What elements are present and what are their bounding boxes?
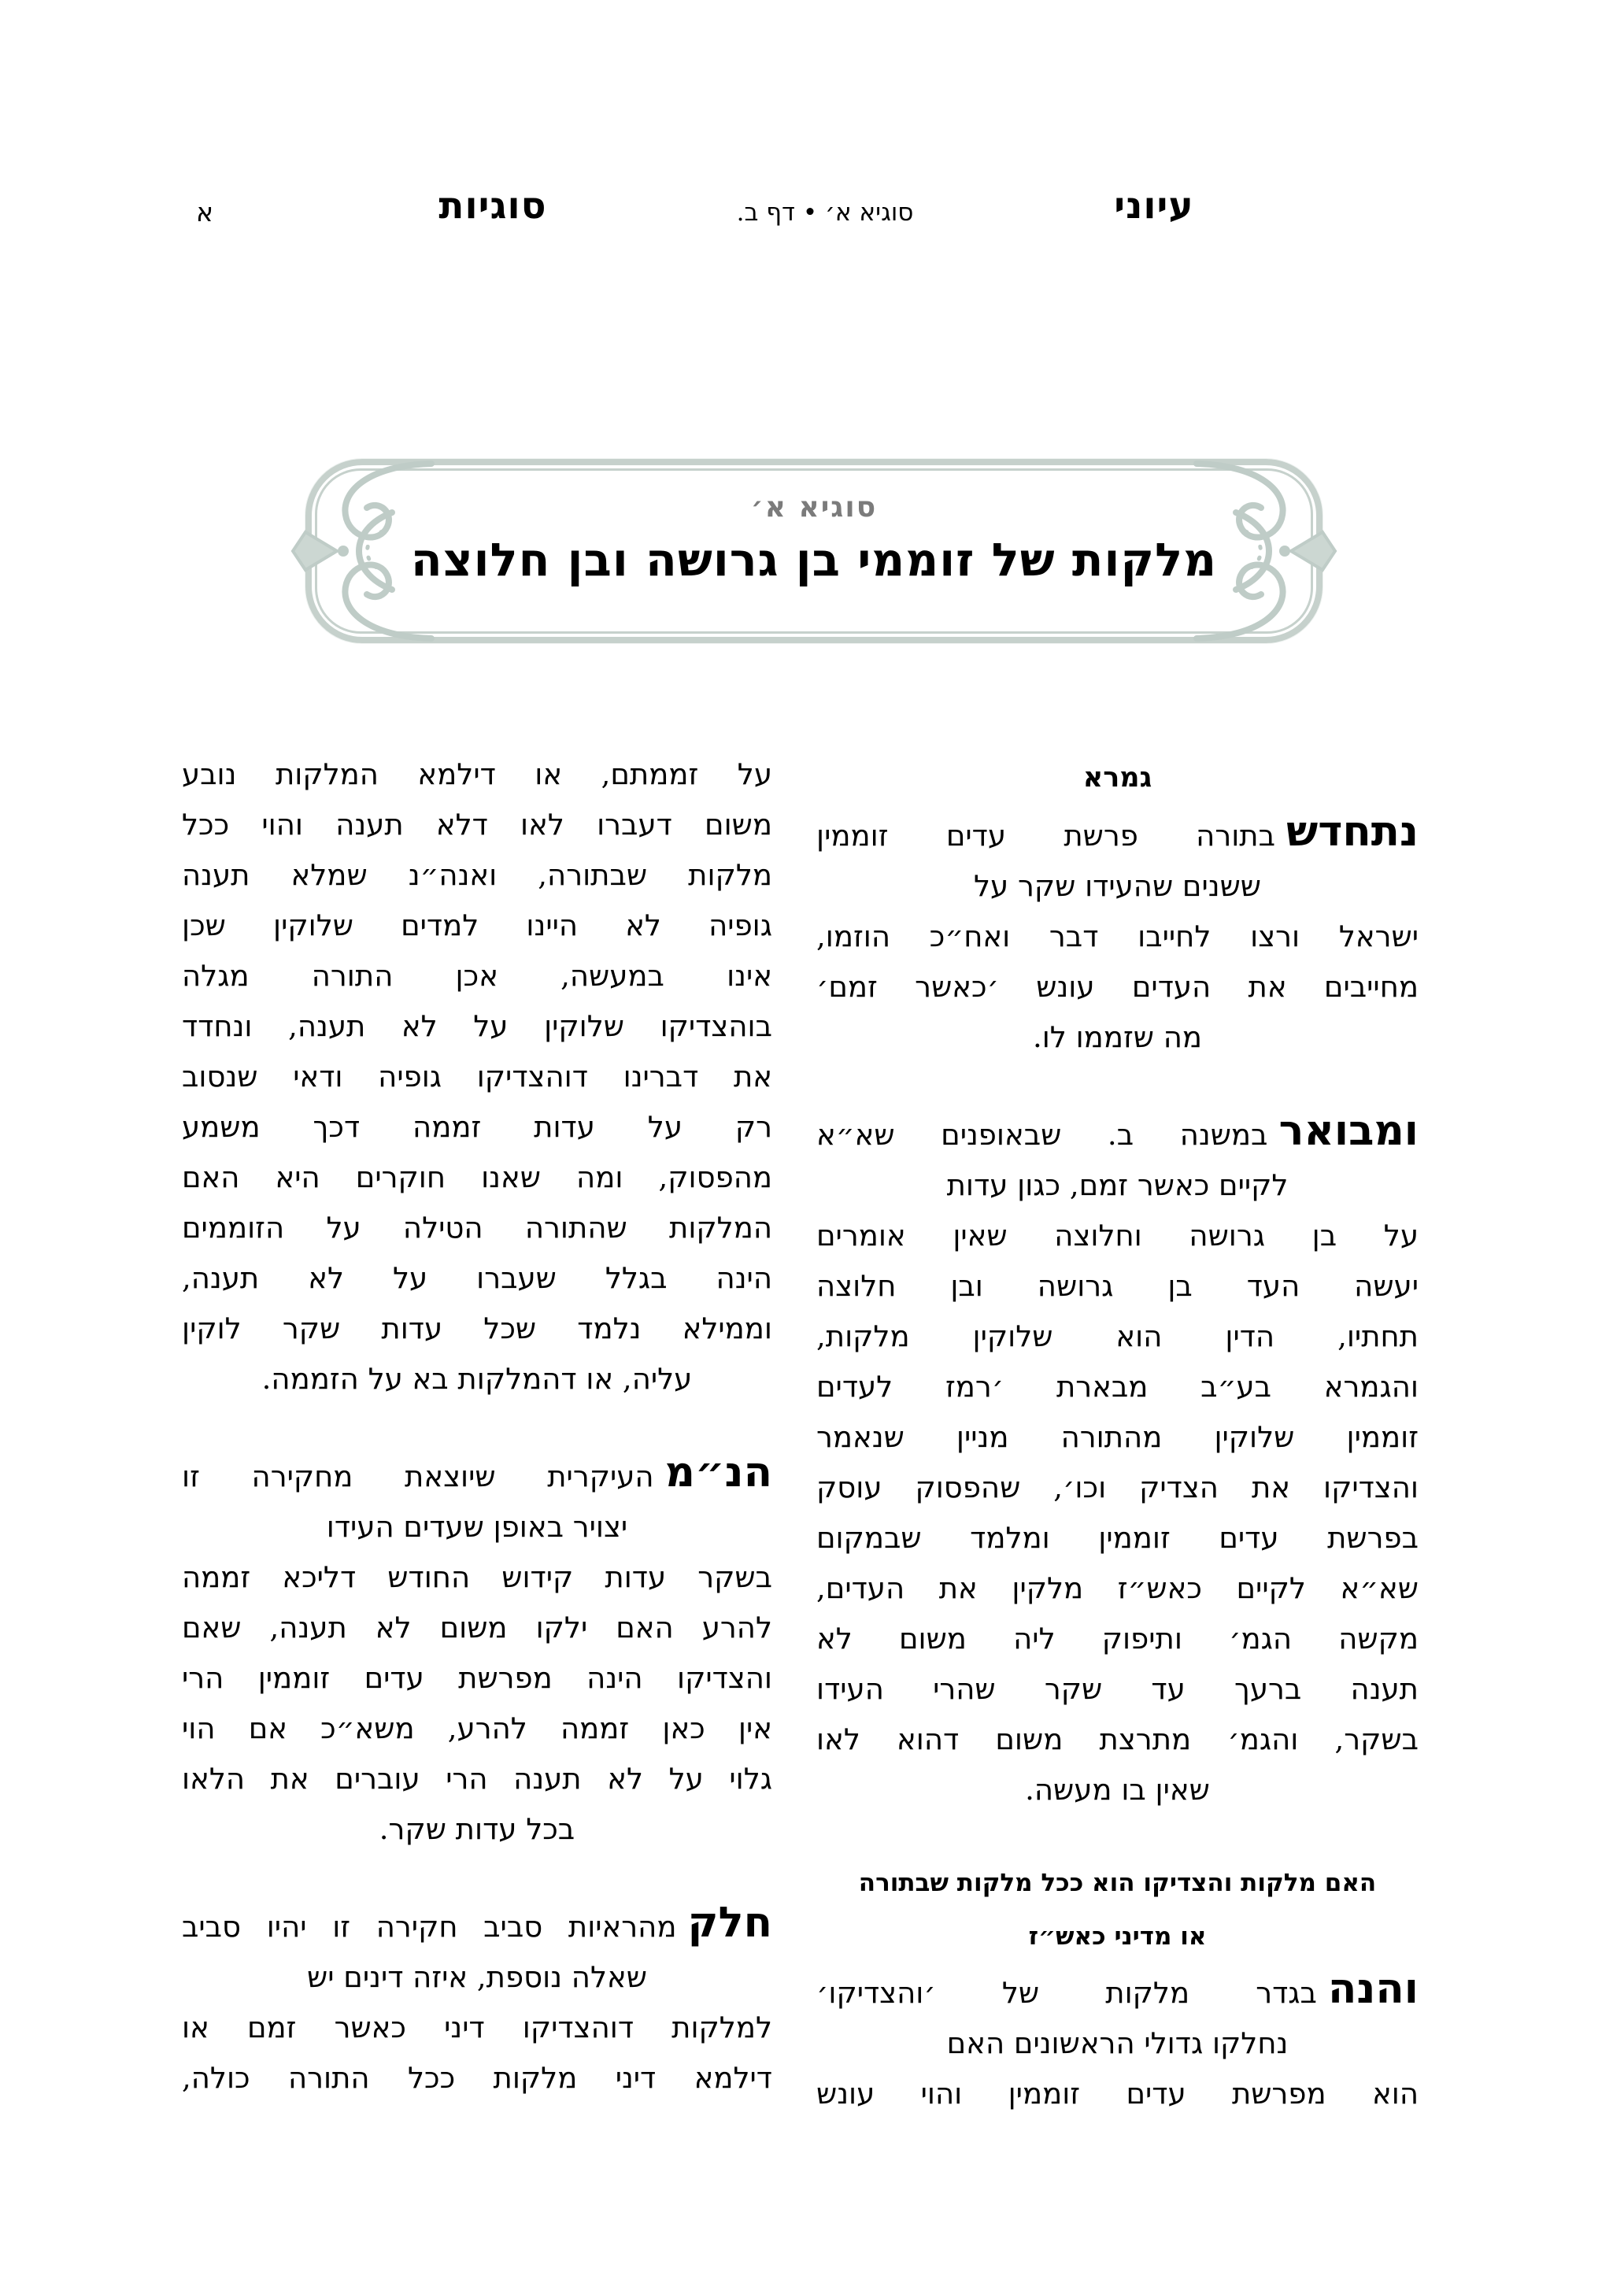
chapter-title-box bbox=[305, 459, 1323, 643]
text-line: ששנים שהעידו שקר על bbox=[974, 869, 1261, 903]
text-line: מהפסוק, ומה שאנו חוקרים היא האם bbox=[182, 1160, 772, 1194]
text-line: משום דעברו לאו דלא תענה והוי ככל bbox=[182, 808, 772, 842]
paragraph bbox=[182, 1897, 772, 2103]
page-number: א bbox=[195, 197, 214, 228]
text-line: בכל עדות שקר. bbox=[379, 1812, 575, 1846]
text-line: חלקמהראיות סביב חקירה זו יהיו סביב bbox=[182, 1898, 772, 1947]
text-line: ישראל ורצו לחייבו דבר ואח״כ הוזמו, bbox=[816, 919, 1419, 953]
paragraph-lead-word: ומבואר bbox=[1278, 1106, 1419, 1155]
text-line: הוא מפרשת עדים זוממין והוי עונש bbox=[816, 2077, 1419, 2111]
text-line: על זממתם, או דילמא המלקות נובע bbox=[182, 757, 772, 791]
text-line: מה שזממו לו. bbox=[1032, 1020, 1203, 1054]
section-heading: גמרא bbox=[1082, 761, 1152, 794]
text-line: להרע האם ילקו משום לא תענה, שאם bbox=[182, 1611, 772, 1644]
text-line: והנהבגדר מלקות של ׳והצדיקו׳ bbox=[816, 1964, 1419, 2013]
paragraph bbox=[816, 1963, 1419, 2119]
text-line: עליה, או דהמלקות בא על הזממה. bbox=[261, 1362, 693, 1396]
paragraph-lead-word: חלק bbox=[687, 1898, 772, 1947]
text-line: בשקר, והגמ׳ מתרצת משום דהוא לאו bbox=[816, 1722, 1419, 1756]
text-line: מחייבים את העדים עונש ׳כאשר זמם׳ bbox=[816, 970, 1419, 1004]
header-sugya-daf: סוגיא א׳ • דף ב. bbox=[736, 198, 914, 227]
text-line: או מדיני כאש״ז bbox=[1028, 1922, 1207, 1951]
paragraph bbox=[816, 806, 1419, 1063]
text-line: שא״א לקיים כאש״ז מלקין את העדים, bbox=[816, 1571, 1419, 1605]
text-line: בפרשת עדים זוממין ומלמד שבמקום bbox=[816, 1521, 1419, 1555]
running-title-right: עיוני bbox=[1114, 184, 1194, 228]
paragraph bbox=[182, 749, 772, 1404]
running-title-left: סוגיות bbox=[438, 184, 547, 228]
text-columns bbox=[182, 749, 1419, 2119]
text-line: את דברינו דוהצדיקו גופיה ודאי שנסוב bbox=[182, 1060, 772, 1093]
text-line: וממילא נלמד שכל עדות שקר לוקין bbox=[182, 1311, 772, 1345]
text-line: אינו במעשה, אכן התורה מגלה bbox=[182, 959, 772, 993]
text-line: גלוי על לא תענה הרי עוברים את הלאו bbox=[182, 1762, 772, 1796]
text-line: יעשה העד בן גרושה ובן חלוצה bbox=[816, 1269, 1419, 1303]
text-line: והגמרא בע״ב מבארת ׳רמז לעדים bbox=[816, 1370, 1419, 1404]
sub-heading bbox=[816, 1856, 1419, 1963]
paragraph bbox=[816, 1105, 1419, 1815]
text-line: הינה בגלל שעברו על לא תענה, bbox=[182, 1261, 772, 1295]
text-line: נתחדשבתורה פרשת עדים זוממין bbox=[816, 807, 1419, 856]
text-line: שאין בו מעשה. bbox=[1025, 1773, 1210, 1807]
text-line: לקיים כאשר זמם, כגון עדות bbox=[946, 1168, 1289, 1202]
text-line: גופיה לא היינו למדים שלוקין שכן bbox=[182, 908, 772, 942]
text-line: המלקות שהתורה הטילה על הזוממים bbox=[182, 1211, 772, 1245]
text-line: יצויר באופן שעדים העידו bbox=[326, 1510, 628, 1544]
text-line: ומבוארבמשנה ב. שבאופנים שא״א bbox=[816, 1106, 1419, 1155]
text-line: והצדיקו את הצדיק וכו׳, שהפסוק עוסק bbox=[816, 1471, 1419, 1504]
column-left bbox=[182, 749, 772, 2119]
text-line: מקשה הגמ׳ ותיפוק ליה משום לא bbox=[816, 1622, 1419, 1656]
text-line: האם מלקות והצדיקו הוא ככל מלקות שבתורה bbox=[858, 1869, 1377, 1897]
text-line: אין כאן זממה להרע, משא״כ אם הוי bbox=[182, 1711, 772, 1745]
chapter-title: מלקות של זוממי בן גרושה ובן חלוצה bbox=[410, 533, 1218, 586]
text-line: בוהצדיקו שלוקין על לא תענה, ונחדד bbox=[182, 1009, 772, 1043]
text-line: תחתיו, הדין הוא שלוקין מלקות, bbox=[816, 1319, 1419, 1353]
text-line: זוממין שלוקין מהתורה מניין שנאמר bbox=[816, 1420, 1419, 1454]
text-line: הנ״מהעיקרית שיוצאת מחקירה זו bbox=[182, 1448, 772, 1496]
text-line: דילמא דיני מלקות ככל התורה כולה, bbox=[182, 2061, 772, 2095]
text-line: שאלה נוספת, איזה דינים יש bbox=[307, 1960, 647, 1994]
text-line: למלקות דוהצדיקו דיני כאשר זמם או bbox=[182, 2011, 772, 2044]
text-line: בשקר עדות קידוש החודש דליכא זממה bbox=[182, 1560, 772, 1594]
text-line: נחלקו גדולי הראשונים האם bbox=[946, 2026, 1289, 2060]
text-line: מלקות שבתורה, ואנה״נ שמלא תענה bbox=[182, 858, 772, 892]
paragraph-lead-word: נתחדש bbox=[1286, 807, 1419, 856]
text-line: רק על עדות זממה דכך משמע bbox=[182, 1110, 772, 1144]
text-line: והצדיקו הינה מפרשת עדים זוממין הרי bbox=[182, 1661, 772, 1695]
text-line: על בן גרושה וחלוצה שאין אומרים bbox=[816, 1219, 1419, 1252]
paragraph bbox=[182, 1447, 772, 1855]
column-right bbox=[816, 749, 1419, 2119]
text-line: תענה ברעך עד שקר שהרי העידו bbox=[816, 1672, 1419, 1706]
paragraph-lead-word: והנה bbox=[1327, 1964, 1419, 2013]
paragraph-lead-word: הנ״מ bbox=[664, 1448, 772, 1496]
sugya-kicker: סוגיא א׳ bbox=[750, 490, 878, 523]
